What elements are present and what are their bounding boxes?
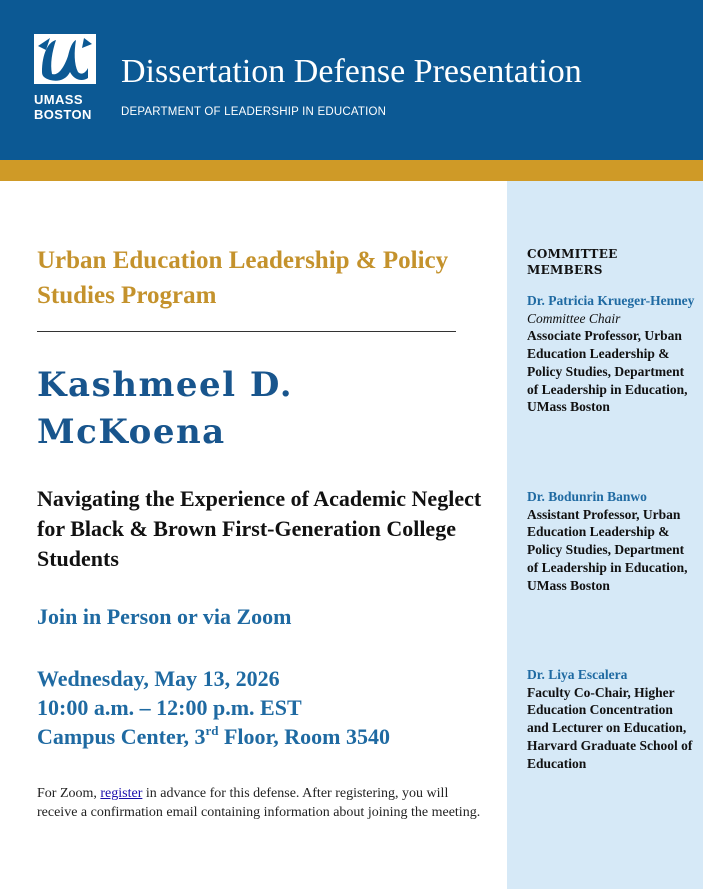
event-location xyxy=(37,722,497,751)
member-name: Dr. Patricia Krueger-Henney xyxy=(527,293,695,308)
gold-divider-bar xyxy=(0,160,703,181)
event-time: 10:00 a.m. – 12:00 p.m. EST xyxy=(37,695,302,720)
attendance-options: Join in Person or via Zoom xyxy=(37,604,292,629)
location-text: Campus Center, 3 xyxy=(37,724,206,749)
logo-text-umass: UMASS xyxy=(34,92,83,107)
committee-member xyxy=(527,666,697,772)
umass-logo-mark-icon xyxy=(34,34,96,84)
zoom-instructions xyxy=(37,785,482,822)
section-divider xyxy=(37,331,456,332)
dissertation-title: Navigating the Experience of Academic Neglect for Black & Brown First-Generation College Students xyxy=(37,486,482,571)
committee-heading: COMMITTEE MEMBERS xyxy=(527,247,618,277)
candidate-name-line1: Kashmeel D. xyxy=(37,365,294,405)
event-date: Wednesday, May 13, 2026 xyxy=(37,666,280,691)
register-link[interactable]: register xyxy=(100,786,143,801)
member-description: Associate Professor, Urban Education Leadership & Policy Studies, Department of Leadership in Education, UMass Boston xyxy=(527,328,688,415)
member-description: Assistant Professor, Urban Education Leadership & Policy Studies, Department of Leadership in Education, UMass Boston xyxy=(527,506,688,593)
member-name: Dr. Liya Escalera xyxy=(527,667,628,682)
page-title: Dissertation Defense Presentation xyxy=(121,53,582,90)
member-name: Dr. Bodunrin Banwo xyxy=(527,489,647,504)
program-name: Urban Education Leadership & Policy Studies Program xyxy=(37,247,449,309)
zoom-note-suffix: in advance for this defense. After registering, you will receive a confirmation email containing information about joining the meeting. xyxy=(37,786,481,820)
candidate-name xyxy=(37,362,477,456)
umass-boston-logo xyxy=(34,34,102,120)
committee-member xyxy=(527,292,697,416)
department-name: DEPARTMENT OF LEADERSHIP IN EDUCATION xyxy=(121,106,387,118)
logo-text-boston: BOSTON xyxy=(34,107,92,122)
location-ordinal: rd xyxy=(205,723,219,738)
zoom-note-prefix: For Zoom, xyxy=(37,786,101,801)
event-details xyxy=(37,664,497,751)
member-role: Committee Chair xyxy=(527,310,621,326)
member-description: Faculty Co-Chair, Higher Education Concentration and Lecturer on Education, Harvard Graduate School of Education xyxy=(527,684,693,771)
candidate-name-line2: McKoena xyxy=(37,412,226,452)
committee-member xyxy=(527,488,697,594)
location-text-end: Floor, Room 3540 xyxy=(218,724,390,749)
